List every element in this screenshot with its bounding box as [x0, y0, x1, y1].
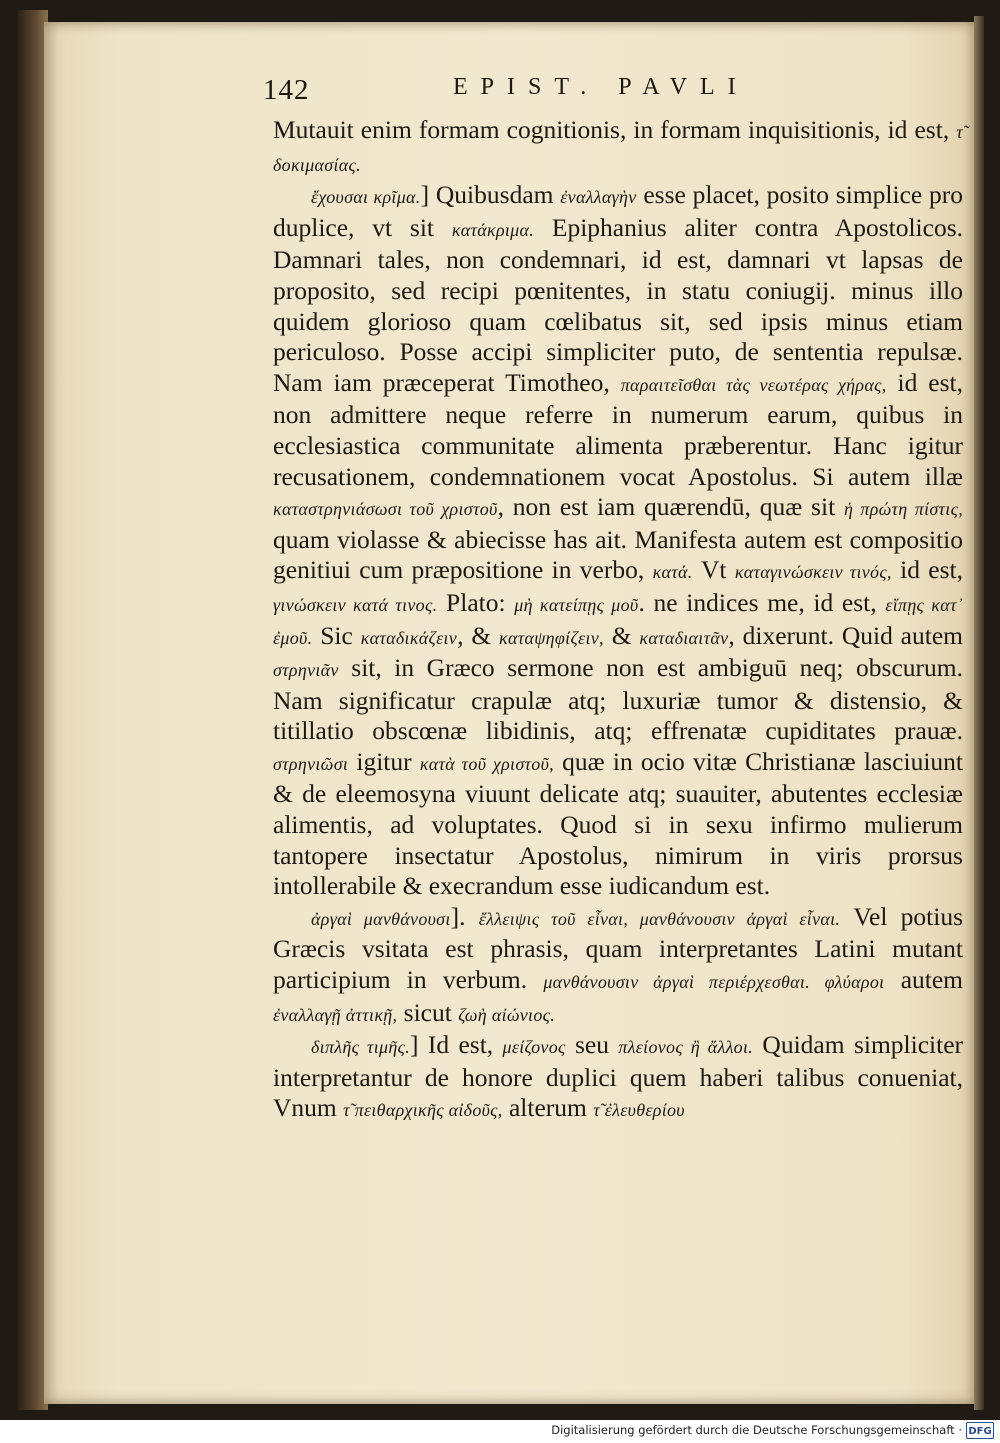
latin-text: quam violasse & abiecisse has ait. Manifesta autem est compositio genitiui cum præpositione in verbo, [273, 524, 963, 585]
greek-text: καταδικάζειν [360, 627, 458, 648]
latin-text: sit, in Græco sermone non est ambiguū neq; obscurum. Nam significatur crapulæ atq; luxuriæ tumor & distensio, & titillatio obscœnæ libidinis, atq; effrenatæ cupiditates prauæ. [273, 653, 963, 746]
page-edge [974, 16, 984, 1410]
greek-text: διπλῆς τιμῆς. [311, 1037, 411, 1058]
latin-text: autem [884, 965, 963, 995]
latin-text: ]. [450, 901, 479, 931]
paragraph [273, 115, 963, 180]
greek-text: καταστρηνιάσωσι τοῦ χριστοῦ [273, 499, 498, 520]
latin-text: , dixerunt. Quid autem [728, 620, 963, 650]
latin-text: id est, [891, 555, 963, 585]
greek-text: ἀργαὶ μανθάνουσι [311, 908, 451, 929]
latin-text: Mutauit enim formam cognitionis, in formam inquisitionis, id est, [273, 115, 957, 144]
greek-text: στρηνιᾶν [273, 660, 339, 681]
latin-text: alterum [502, 1093, 594, 1123]
page-number: 142 [263, 74, 310, 106]
greek-text: στρηνιῶσι [273, 753, 349, 774]
latin-text: Sic [312, 620, 361, 650]
latin-text: id est, non admittere neque referre in numerum earum, quibus in ecclesiastica communitate alimenta præberentur. Hanc igitur recusationem, condemnationem vocat Apostolus. Si autem illæ [273, 367, 963, 491]
latin-text: igitur [348, 746, 420, 776]
greek-text: μανθάνουσιν ἀργαὶ περιέρχεσθαι. φλύαροι [543, 972, 885, 993]
latin-text: . ne indices me, id est, [638, 587, 886, 617]
greek-text: μείζονος [502, 1037, 566, 1058]
latin-text: Epiphanius aliter contra Apostolicos. Damnari tales, non condemnari, id est, damnari vt lapsas de proposito, sed recipi pœnitentes, in statu coniugij. minus illo quidem glorioso quam cœlibatus sit, sed ipsis minus etiam periculoso. Posse accipi simpliciter puto, de sententia repulsæ. Nam iam præceperat Timotheo, [273, 212, 963, 397]
greek-text: παραιτεῖσθαι τὰς νεωτέρας χήρας, [620, 374, 887, 395]
greek-text: καταδιαιτᾶν [639, 627, 729, 648]
greek-text: ἔχουσαι κρῖμα. [311, 187, 421, 208]
funding-credit: Digitalisierung gefördert durch die Deutsche Forschungsgemeinschaft · [551, 1423, 962, 1437]
latin-text: Quidam simpliciter interpretantur de honore duplici quem haberi talibus conueniat, Vnum [273, 1030, 964, 1123]
latin-text: Plato: [437, 587, 515, 617]
greek-text: καταψηφίζειν, [499, 627, 604, 648]
footer-bar [0, 1420, 1000, 1443]
greek-text: ἡ πρώτη πίστις, [843, 499, 963, 520]
latin-text: seu [565, 1030, 619, 1060]
greek-text: γινώσκειν κατά τινος. [273, 594, 438, 615]
greek-text: εἴπῃς κατ᾽ ἐμοῦ. [273, 594, 963, 648]
paragraph [273, 902, 963, 1030]
page-header [263, 74, 963, 110]
greek-text: καταγινώσκειν τινός, [734, 562, 892, 583]
latin-text: & [603, 620, 640, 650]
greek-text: κατά. [652, 562, 693, 583]
paragraph [273, 1030, 963, 1126]
latin-text: Vt [692, 555, 735, 585]
paragraph [273, 180, 963, 902]
latin-text: ] Quibusdam [420, 180, 561, 210]
greek-text: ἔλλειψις τοῦ εἶναι, μανθάνουσιν ἀργαὶ εἶναι. [478, 908, 841, 929]
latin-text: Vel potius Græcis vsitata est phrasis, quam interpretantes Latini mutant participium in verbum. [273, 901, 963, 995]
greek-text: κατάκριμα. [451, 219, 535, 240]
latin-text: ] Id est, [410, 1030, 503, 1060]
greek-text: τ̃ δοκιμασίας. [273, 122, 963, 175]
greek-text: ζωὴ αἰώνιος. [458, 1004, 556, 1025]
latin-text: sicut [397, 997, 459, 1027]
latin-text: quæ in ocio vitæ Christianæ lasciuiunt & de eleemosyna viuunt delicate atq; suauiter, abutentes ecclesiæ alimentis, ad voluptates. Quod si in sexu infirmo mulierum tantopere insectatur Apostolus, nimirum in viris prorsus intollerabile & execrandum esse iudicandum est. [273, 746, 964, 901]
greek-text: κατὰ τοῦ χριστοῦ, [419, 753, 554, 774]
latin-text: esse placet, posito simplice pro duplice, vt sit [273, 180, 963, 242]
latin-text: , & [457, 620, 500, 650]
dfg-logo: DFG [966, 1422, 994, 1439]
greek-text: πλείονος ἢ ἄλλοι. [618, 1037, 754, 1058]
greek-text: ἐναλλαγῇ ἀττικῇ, [273, 1004, 398, 1025]
greek-text: μὴ κατείπῃς μοῦ [514, 594, 639, 615]
body-text [273, 115, 963, 1126]
greek-text: τ̃ πειθαρχικῆς αἰδοῦς, [343, 1100, 503, 1121]
running-title: EPIST. PAVLI [453, 74, 749, 100]
greek-text: ἐναλλαγὴν [560, 187, 637, 208]
latin-text: , non est iam quærendū, quæ sit [497, 492, 844, 522]
greek-text: τ̃ ἐλευθερίου [593, 1100, 685, 1121]
